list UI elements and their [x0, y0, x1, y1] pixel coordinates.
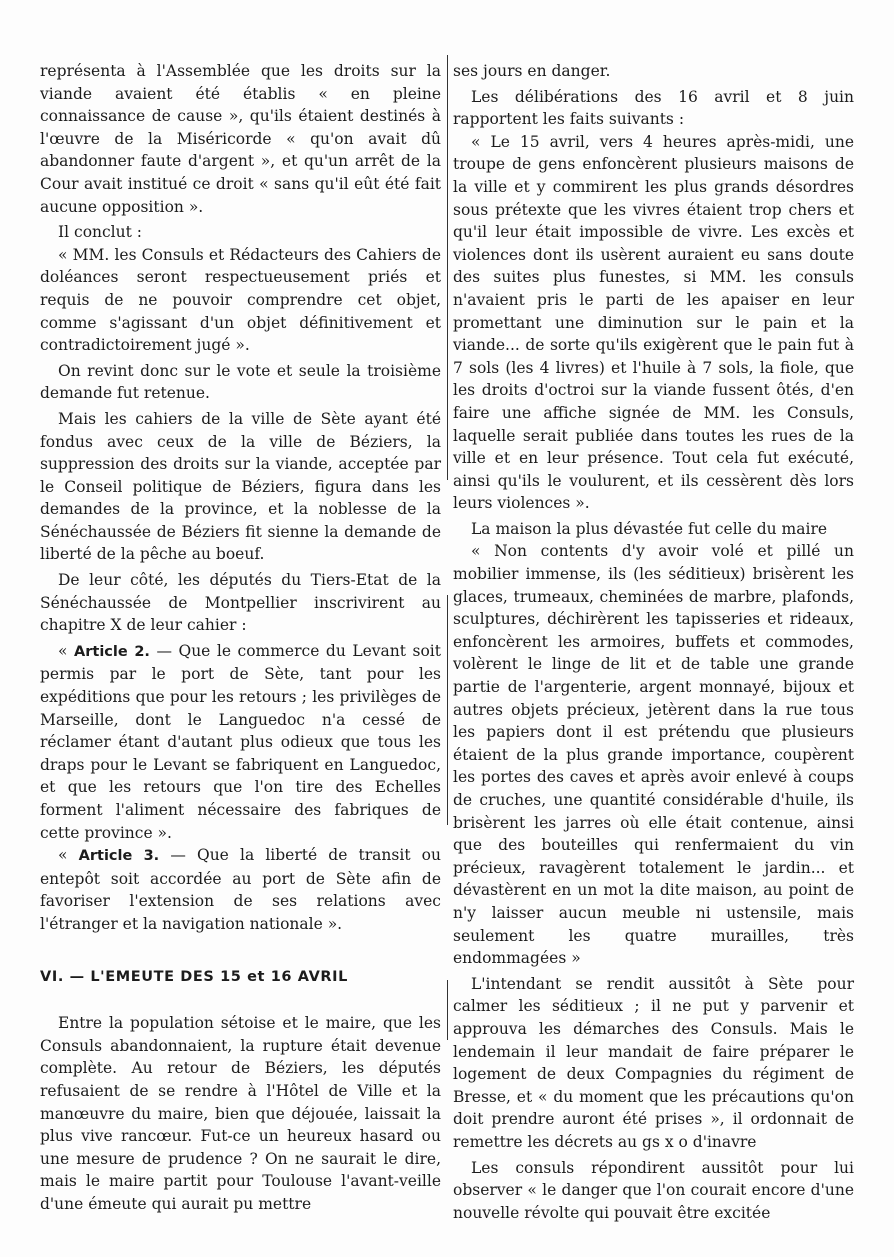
paragraph: De leur côté, les députés du Tiers-Etat de la Sénéchaussée de Montpellier inscrivirent au chapitre X de leur cahier :: [40, 571, 441, 635]
paragraph: Les consuls répondirent aussitôt pour lui observer « le danger que l'on courait encore d'une nouvelle révolte qui pouvait être excitée: [453, 1158, 854, 1222]
article-3-label: Article 3.: [78, 848, 160, 865]
paragraph: Entre la population sétoise et le maire, que les Consuls abandonnaient, la rupture était devenue complète. Au retour de Béziers, les députés refusaient de se rendre à l'Hôtel de Ville et la manœuvre du maire, bien que déjouée, laissait la plus vive rancœur. Fut-ce un heureux hasard ou une mesure de prudence ? On ne saurait le dire, mais le maire partit pour Toulouse l'avant-veille d'une émeute qui aurait pu mettre: [40, 1014, 441, 1213]
right-column: [453, 60, 854, 1224]
paragraph: L'intendant se rendit aussitôt à Sète pour calmer les séditieux ; il ne put y parvenir et approuva les démarches des Consuls. Mais le lendemain il leur mandait de faire préparer le logement de deux Compagnies du régiment de Bresse, et « du moment que les précautions qu'on doit prendre auront été prises », il ordonnait de remettre les décrets au gs x o d'inavre: [453, 974, 854, 1151]
article-2-text: — Que le commerce du Levant soit permis par le port de Sète, tant pour les expéditions que pour les retours ; les privilèges de Marseille, dont le Languedoc n'a cessé de réclamer étant d'autant plus odieux que tous les draps pour le Levant se fabriquent en Languedoc, et que les retours que l'on tire des Echelles forment l'aliment nécessaire des fabriques de cette province ».: [40, 641, 441, 842]
column-divider: [447, 595, 448, 825]
left-column: [40, 60, 441, 1216]
column-divider: [447, 980, 448, 1040]
paragraph: ses jours en danger.: [453, 62, 611, 80]
paragraph: « Non contents d'y avoir volé et pillé un mobilier immense, ils (les séditieux) brisèrent les glaces, trumeaux, cheminées de marbre, plafonds, sculptures, déchirèrent les tapisseries et rideaux, enfoncèrent les armoires, buffets et commodes, volèrent le linge de lit et de table une grande partie de l'argenterie, argent monnayé, bijoux et autres objets précieux, jetèrent dans la rue tous les papiers dont il est prétendu que plusieurs étaient de la plus grande importance, coupèrent les portes des caves et après avoir enlevé à coups de cruches, une quantité considérable d'huile, ils brisèrent les jarres où elle était contenue, ainsi que des bouteilles qui renfermaient du vin précieux, ravagèrent totalement le jardin... et dévastèrent en un mot la dite maison, au point de n'y laisser aucun meuble ni ustensile, mais seulement les quatre murailles, très endommagées »: [453, 542, 854, 968]
paragraph: On revint donc sur le vote et seule la troisième demande fut retenue.: [40, 361, 441, 403]
section-heading: VI. — L'EMEUTE DES 15 et 16 AVRIL: [40, 968, 349, 985]
paragraph: La maison la plus dévastée fut celle du maire: [471, 519, 828, 538]
article-2-paragraph: « Article 2. — Que le commerce du Levant soit permis par le port de Sète, tant pour les expéditions que pour les retours ; les privilèges de Marseille, dont le Languedoc n'a cessé de réclamer étant d'autant plus odieux que tous les draps pour le Levant se fabriquent en Languedoc, et que les retours que l'on tire des Echelles forment l'aliment nécessaire des fabriques de cette province ».: [40, 641, 441, 842]
paragraph: « Le 15 avril, vers 4 heures après-midi, une troupe de gens enfoncèrent plusieurs maisons de la ville et y commirent les plus grands désordres sous prétexte que les vivres étaient trop chers et qu'il leur était impossible de vivre. Les excès et violences dont ils usèrent auraient eu sans doute des suites plus funestes, si MM. les consuls n'avaient pris le parti de les apaiser en leur promettant une diminution sur le pain et la viande... de sorte qu'ils exigèrent que le pain fut à 7 sols (les 4 livres) et l'huile à 7 sols, la fiole, que les droits d'octroi sur la viande fussent ôtés, d'en faire une affiche signée de MM. les Consuls, laquelle serait publiée dans toutes les rues de la ville et en leur présence. Tout cela fut exécuté, ainsi qu'ils le voulurent, et ils cessèrent dès lors leurs violences ».: [453, 132, 854, 513]
paragraph: représenta à l'Assemblée que les droits sur la viande avaient été établis « en pleine connaissance de cause », qu'ils étaient destinés à l'œuvre de la Miséricorde « qu'on avait dû abandonner faute d'argent », et qu'un arrêt de la Cour avait institué ce droit « sans qu'il eût été fait aucune opposition ».: [40, 62, 441, 216]
article-2-label: Article 2.: [74, 643, 150, 660]
column-divider: [447, 55, 448, 480]
paragraph: « MM. les Consuls et Rédacteurs des Cahiers de doléances seront respectueusement priés et requis de ne pouvoir comprendre cet objet, comme s'agissant d'un objet définitivement et contradictoirement jugé ».: [40, 245, 441, 355]
paragraph: Il conclut :: [58, 223, 143, 242]
article-3-paragraph: « Article 3. — Que la liberté de transit ou entepôt soit accordée au port de Sète afin de favoriser l'extension de ses relations avec l'étranger et la navigation nationale ».: [40, 846, 442, 933]
paragraph: Les délibérations des 16 avril et 8 juin rapportent les faits suivants :: [453, 87, 854, 129]
paragraph: Mais les cahiers de la ville de Sète ayant été fondus avec ceux de la ville de Béziers, la suppression des droits sur la viande, acceptée par le Conseil politique de Béziers, figura dans les demandes de la province, et la noblesse de la Sénéchaussée de Béziers fit sienne la demande de liberté de la pêche au boeuf.: [40, 409, 441, 564]
article-3-text: — Que la liberté de transit ou entepôt soit accordée au port de Sète afin de favoriser l'extension de ses relations avec l'étranger et la navigation nationale ».: [40, 846, 442, 933]
